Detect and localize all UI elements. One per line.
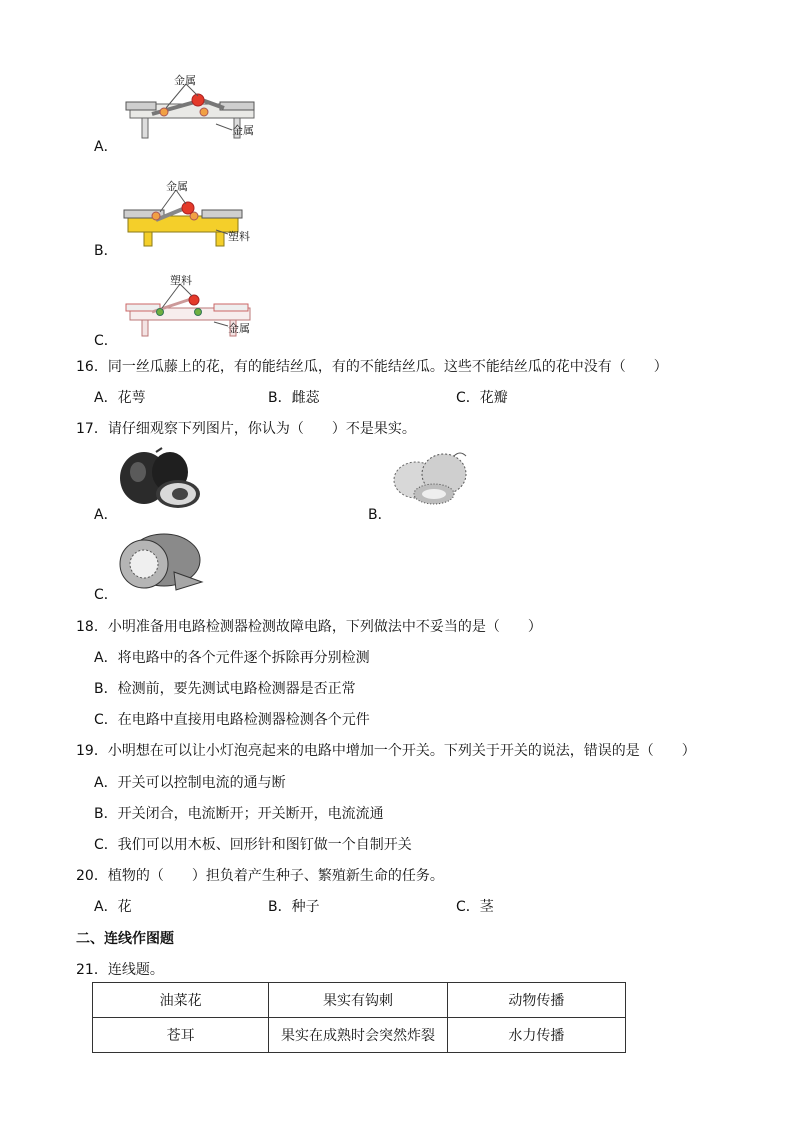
table-cell[interactable]: 果实有钩刺 [269, 983, 447, 1018]
q20-option-b[interactable]: B．种子 [268, 899, 320, 915]
table-cell[interactable]: 油菜花 [93, 983, 269, 1018]
table-cell[interactable]: 果实在成熟时会突然炸裂 [269, 1018, 447, 1053]
q16-option-b[interactable]: B．雌蕊 [268, 390, 320, 406]
q18-stem: 18．小明准备用电路检测器检测故障电路，下列做法中不妥当的是（ ） [76, 619, 542, 635]
q15-b-label-metal: 金属 [166, 180, 188, 193]
q16-option-a[interactable]: A．花萼 [94, 390, 146, 406]
q21-stem: 21．连线题。 [76, 962, 164, 978]
q18-option-c[interactable]: C．在电路中直接用电路检测器检测各个元件 [94, 712, 370, 728]
table-row [93, 1018, 626, 1053]
q17-fruit-image-c [114, 532, 206, 594]
q17-option-a-label[interactable]: A． [94, 507, 118, 523]
q17-stem: 17．请仔细观察下列图片，你认为（ ）不是果实。 [76, 421, 416, 437]
q19-stem: 19．小明想在可以让小灯泡亮起来的电路中增加一个开关。下列关于开关的说法，错误的是（ ） [76, 743, 696, 759]
matching-table [92, 982, 626, 1053]
q19-option-c[interactable]: C．我们可以用木板、回形针和图钉做一个自制开关 [94, 837, 412, 853]
q19-option-a[interactable]: A．开关可以控制电流的通与断 [94, 775, 286, 791]
q20-option-c[interactable]: C．茎 [456, 899, 494, 915]
q20-option-a[interactable]: A．花 [94, 899, 132, 915]
q18-option-a[interactable]: A．将电路中的各个元件逐个拆除再分别检测 [94, 650, 370, 666]
q15-switch-image-a [124, 74, 274, 144]
q19-option-b[interactable]: B．开关闭合，电流断开；开关断开，电流流通 [94, 806, 384, 822]
q16-option-c[interactable]: C．花瓣 [456, 390, 508, 406]
q17-fruit-image-b [390, 450, 478, 510]
q16-stem: 16．同一丝瓜藤上的花，有的能结丝瓜，有的不能结丝瓜。这些不能结丝瓜的花中没有（ ） [76, 359, 668, 375]
table-cell[interactable]: 苍耳 [93, 1018, 269, 1053]
q15-c-label-metal: 金属 [228, 322, 250, 335]
q15-a-label-metal-top: 金属 [174, 74, 196, 87]
q17-option-b-label[interactable]: B． [368, 507, 392, 523]
q18-option-b[interactable]: B．检测前，要先测试电路检测器是否正常 [94, 681, 356, 697]
q15-c-label-plastic: 塑料 [170, 274, 192, 287]
q17-option-c-label[interactable]: C． [94, 587, 118, 603]
q15-switch-image-c [122, 274, 272, 342]
q20-stem: 20．植物的（ ）担负着产生种子、繁殖新生命的任务。 [76, 868, 444, 884]
q17-fruit-image-a [116, 446, 204, 514]
table-cell[interactable]: 动物传播 [447, 983, 625, 1018]
table-cell[interactable]: 水力传播 [447, 1018, 625, 1053]
q15-b-label-plastic: 塑料 [228, 230, 250, 243]
section-heading: 二、连线作图题 [76, 931, 174, 947]
q15-a-label-metal-side: 金属 [232, 124, 254, 137]
q15-switch-image-b [120, 180, 280, 254]
q15-option-a-label: A． [94, 139, 118, 155]
q15-option-b-label: B． [94, 243, 118, 259]
table-row [93, 983, 626, 1018]
q15-option-c-label: C． [94, 333, 118, 349]
